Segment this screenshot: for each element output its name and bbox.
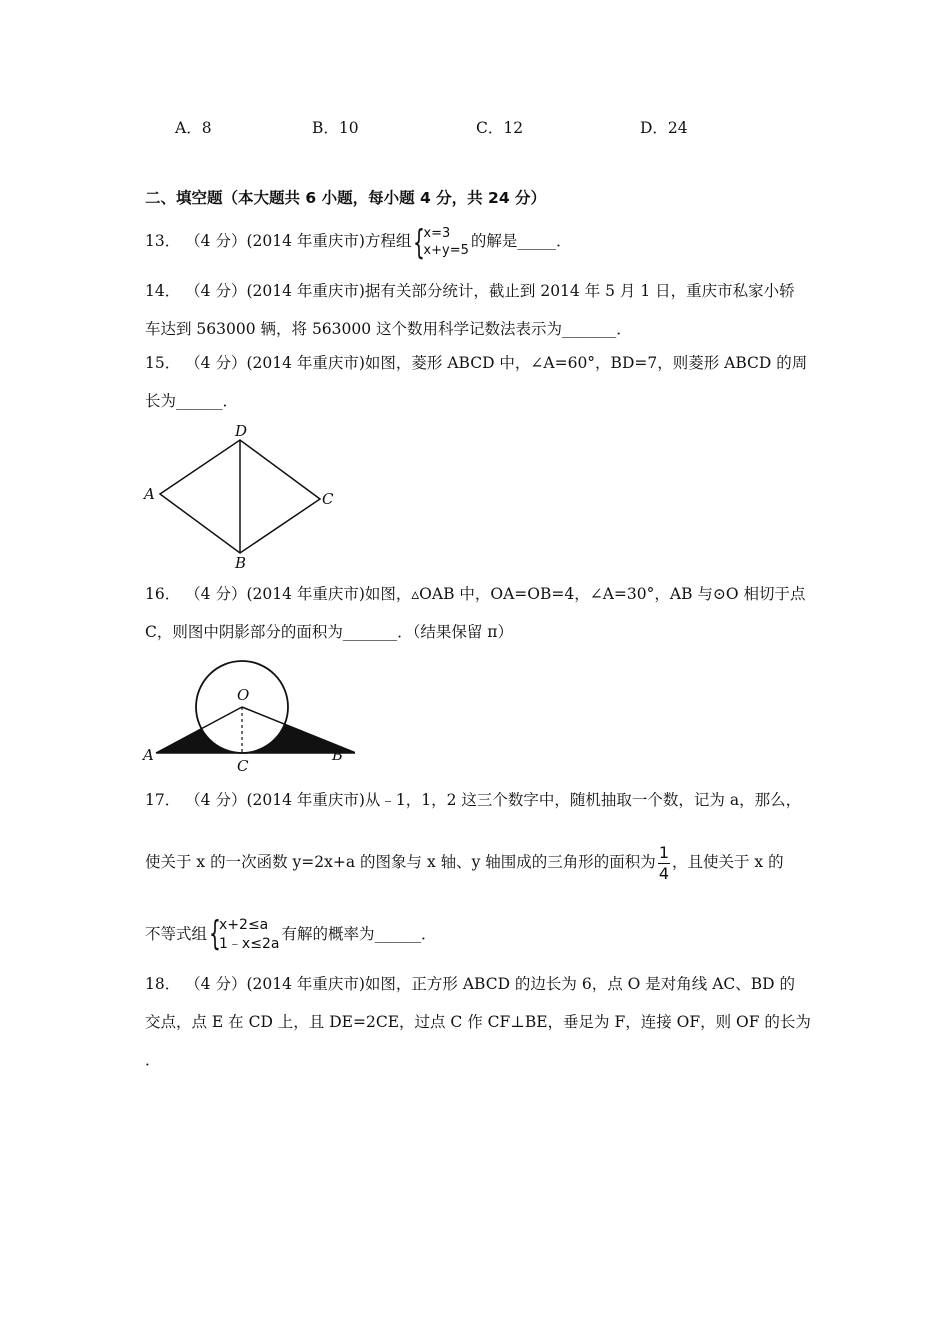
label-a: A bbox=[143, 746, 154, 764]
label-c: C bbox=[322, 490, 334, 508]
option-b: B．10 bbox=[312, 119, 359, 137]
question-18-line-2: 交点，点 E 在 CD 上，且 DE=2CE，过点 C 作 CF⊥BE，垂足为 F，连接 OF，则 OF 的长为 bbox=[145, 1013, 811, 1031]
equation-1: x=3 bbox=[423, 226, 451, 241]
label-o: O bbox=[237, 686, 250, 704]
question-14-line-1: 14． （4 分）(2014 年重庆市)据有关部分统计，截止到 2014 年 5 月 1 日，重庆市私家小轿 bbox=[145, 282, 795, 300]
question-17-line-3-suffix: 有解的概率为______． bbox=[281, 925, 437, 943]
brace-icon: { bbox=[209, 914, 221, 954]
question-18-line-1: 18． （4 分）(2014 年重庆市)如图，正方形 ABCD 的边长为 6，点 O 是对角线 AC、BD 的 bbox=[145, 975, 795, 993]
equation-system bbox=[413, 223, 469, 263]
question-15-line-1: 15． （4 分）(2014 年重庆市)如图，菱形 ABCD 中，∠A=60°，BD=7，则菱形 ABCD 的周 bbox=[145, 354, 808, 372]
fraction-one-quarter bbox=[658, 843, 670, 884]
question-13-prefix: 13． （4 分）(2014 年重庆市)方程组 bbox=[145, 232, 412, 250]
question-14-line-2: 车达到 563000 辆，将 563000 这个数用科学记数法表示为_______． bbox=[145, 320, 632, 338]
label-d: D bbox=[235, 422, 248, 440]
question-16-line-2: C，则图中阴影部分的面积为_______．（结果保留 π） bbox=[145, 623, 513, 641]
rhombus-figure bbox=[140, 420, 345, 575]
brace-icon: { bbox=[413, 223, 426, 263]
label-c: C bbox=[237, 757, 249, 775]
label-a: A bbox=[144, 485, 155, 503]
question-17-line-2 bbox=[145, 840, 784, 884]
label-b: B bbox=[332, 746, 344, 764]
fraction-numerator: 1 bbox=[658, 842, 669, 862]
question-17-line-2-suffix: ，且使关于 x 的 bbox=[672, 853, 784, 871]
question-13 bbox=[145, 222, 572, 263]
question-17-line-1: 17． （4 分）(2014 年重庆市)从﹣1，1，2 这三个数字中，随机抽取一个数，记为 a，那么， bbox=[145, 791, 802, 809]
question-18-line-3: ． bbox=[145, 1051, 161, 1069]
tangent-circle-figure bbox=[140, 650, 355, 775]
question-16-line-1: 16． （4 分）(2014 年重庆市)如图，▵OAB 中，OA=OB=4，∠A=30°，AB 与⊙O 相切于点 bbox=[145, 585, 806, 603]
section-title: 二、填空题（本大题共 6 小题，每小题 4 分，共 24 分） bbox=[145, 189, 547, 207]
inequality-1: x+2≤a bbox=[219, 917, 269, 933]
question-17-line-2-prefix: 使关于 x 的一次函数 y=2x+a 的图象与 x 轴、y 轴围成的三角形的面积为 bbox=[145, 853, 656, 871]
question-17-line-3-prefix: 不等式组 bbox=[145, 925, 208, 943]
fraction-denominator: 4 bbox=[658, 863, 669, 883]
option-c: C．12 bbox=[476, 119, 524, 137]
question-15-line-2: 长为______． bbox=[145, 392, 239, 410]
equation-2: x+y=5 bbox=[423, 243, 469, 258]
question-13-suffix: 的解是_____． bbox=[470, 232, 572, 250]
inequality-system bbox=[209, 916, 279, 954]
label-b: B bbox=[235, 554, 247, 572]
option-a: A．8 bbox=[175, 119, 212, 137]
option-d: D．24 bbox=[640, 119, 688, 137]
question-17-line-3 bbox=[145, 912, 436, 956]
inequality-2: 1﹣x≤2a bbox=[219, 936, 280, 952]
